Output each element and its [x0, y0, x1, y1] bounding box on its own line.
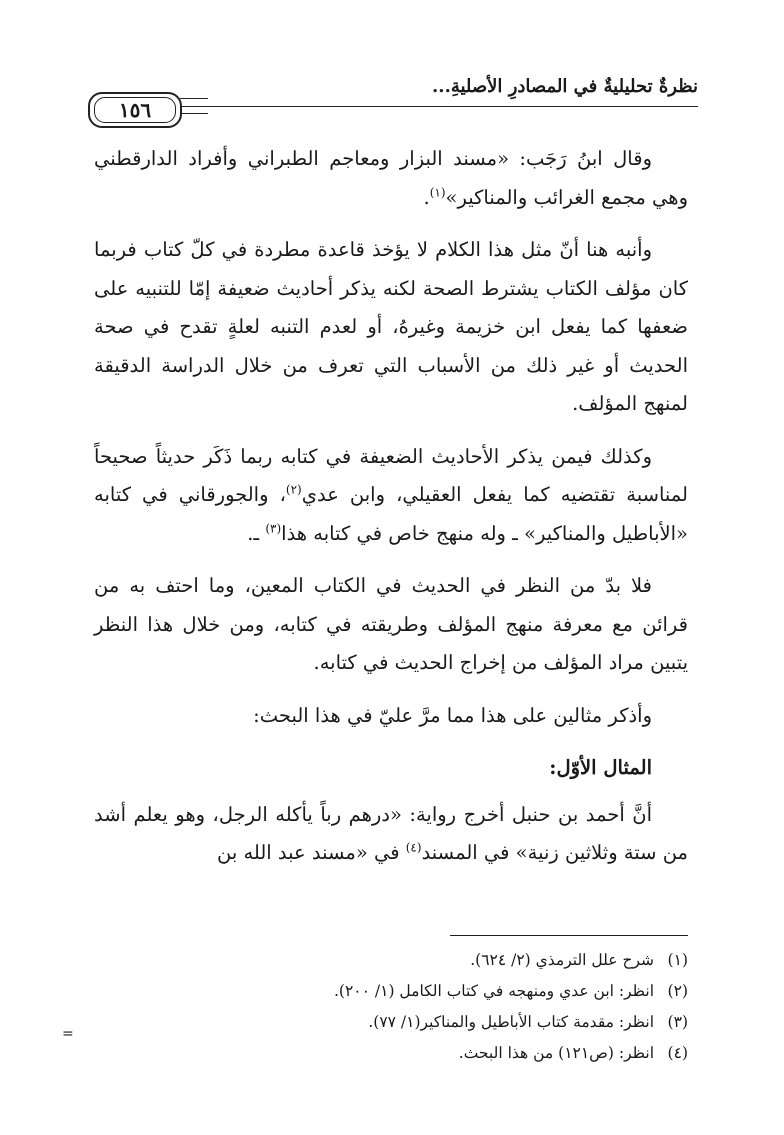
paragraph-5: وأذكر مثالين على هذا مما مرَّ عليّ في هذا البحث: [253, 703, 652, 727]
footnote-ref-3: (٣) [265, 521, 282, 535]
margin-mark: = [62, 1026, 74, 1042]
footnote-text: انظر: ابن عدي ومنهجه في كتاب الكامل (١/ ٢٠٠). [333, 982, 654, 1000]
page-number: ١٥٦ [88, 92, 182, 128]
main-text [94, 140, 688, 887]
footnote-ref-4: (٤) [405, 840, 422, 855]
paragraph-3-end: ـ. [247, 521, 266, 545]
example-heading: المثال الأوّل: [549, 756, 652, 779]
paragraph-1-text: وقال ابنُ رَجَب: «مسند البزار ومعاجم الطبراني وأفراد الدارقطني وهي مجمع الغرائب والمناكير» [94, 147, 688, 209]
paragraph-1-end: . [423, 185, 430, 209]
footnote-text: انظر: مقدمة كتاب الأباطيل والمناكير(١/ ٧٧). [368, 1013, 654, 1031]
footnote-separator [450, 935, 688, 936]
paragraph-2: وأنبه هنا أنّ مثل هذا الكلام لا يؤخذ قاعدة مطردة في كلّ كتاب فربما كان مؤلف الكتاب يشترط الصحة لكنه يذكر أحاديث ضعيفة إمّا للتنبيه على ضعفها كما يفعل ابن خزيمة وغيرهُ، أو لعدم التنبه لعلةٍ تقدح في صحة الحديث أو غير ذلك من الأسباب التي تعرف من خلال الدراسة الدقيقة لمنهج المؤلف. [94, 238, 688, 415]
paragraph-1 [94, 140, 688, 217]
footnote-number: (٤) [667, 1044, 688, 1062]
footnote-item [120, 1038, 688, 1069]
paragraph-3-cont: ، والجورقاني في كتابه «الأباطيل والمناكير» ـ وله منهج خاص في كتابه هذا [94, 483, 688, 545]
footnote-item [120, 945, 688, 976]
footnote-number: (١) [667, 951, 688, 969]
footnote-number: (٣) [667, 1013, 688, 1031]
example-text-a: أنَّ أحمد بن حنبل أخرج رواية: «درهم رباً يأكله الرجل، وهو يعلم أشد من ستة وثلاثين زنية» في المسند [94, 802, 688, 864]
footnote-text: شرح علل الترمذي (٢/ ٦٢٤). [470, 951, 654, 969]
footnote-item [120, 976, 688, 1007]
footnote-ref-1: (١) [429, 185, 446, 199]
paragraph-3-text: وكذلك فيمن يذكر الأحاديث الضعيفة في كتابه ربما ذَكَر حديثاً صحيحاً لمناسبة تقتضيه كما يفعل العقيلي، وابن عدي [94, 444, 688, 506]
page-number-ornament [180, 98, 208, 114]
running-header [88, 64, 698, 134]
footnotes [120, 945, 688, 1069]
footnote-ref-2: (٢) [285, 482, 302, 497]
footnote-text: انظر: (ص١٢١) من هذا البحث. [458, 1044, 654, 1062]
paragraph-3 [94, 438, 688, 554]
example-text-b: في «مسند عبد الله بن [216, 841, 406, 864]
footnote-number: (٢) [667, 982, 688, 1000]
paragraph-4: فلا بدّ من النظر في الحديث في الكتاب المعين، وما احتف به من قرائن مع معرفة منهج المؤلف وطريقته في كتابه، ومن خلال هذا النظر يتبين مراد المؤلف من إخراج الحديث في كتابه. [94, 574, 688, 674]
footnote-item [120, 1007, 688, 1038]
running-title: نظرةٌ تحليليةٌ في المصادرِ الأصليةِ... [432, 76, 698, 97]
example-paragraph [94, 796, 688, 873]
